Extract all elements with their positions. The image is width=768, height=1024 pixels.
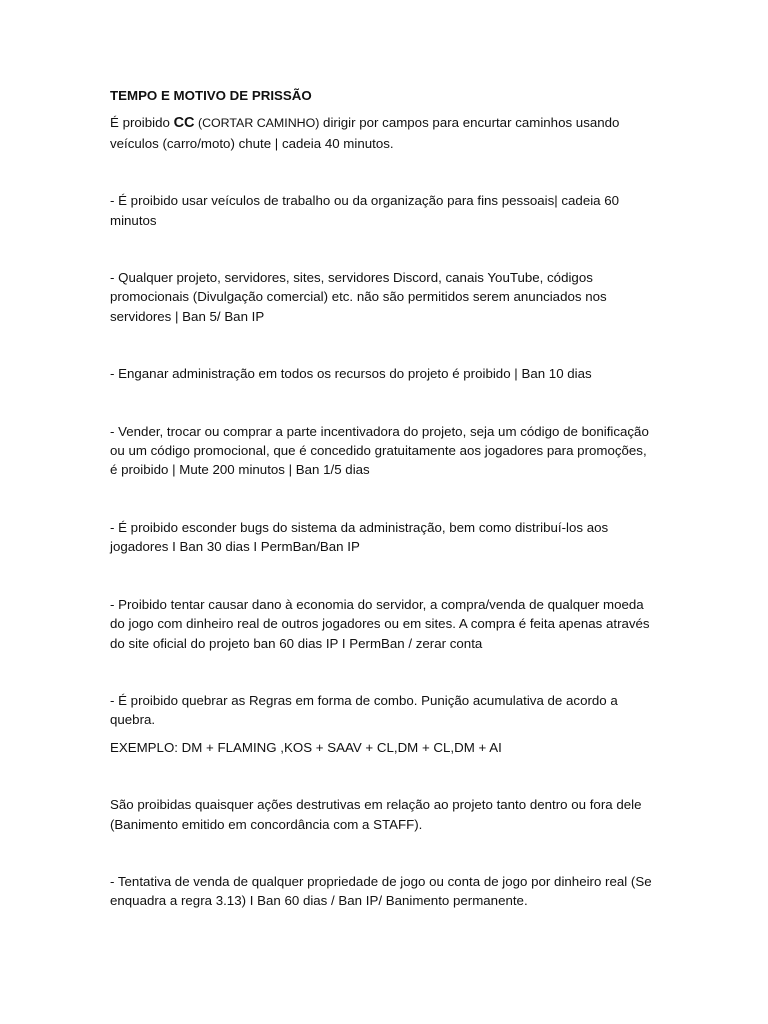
example-line: EXEMPLO: DM + FLAMING ,KOS + SAAV + CL,DM + CL,DM + AI — [110, 739, 502, 755]
intro-cc-expansion: (CORTAR CAMINHO) — [194, 116, 320, 131]
rule-paragraph-6: - Proibido tentar causar dano à economia do servidor, a compra/venda de qualquer moeda do jogo com dinheiro real de outros jogadores ou em sites. A compra é feita apenas através do site oficial do projeto ban 60 dias IP I PermBan / zerar conta — [110, 596, 650, 651]
document-title: TEMPO E MOTIVO DE PRISSÃO — [110, 88, 312, 103]
closing-paragraph-1: São proibidas quaisquer ações destrutivas em relação ao projeto tanto dentro ou fora dele (Banimento emitido em concordância com a STAFF). — [110, 797, 642, 832]
rule-paragraph-4: - Vender, trocar ou comprar a parte incentivadora do projeto, seja um código de bonificação ou um código promocional, que é concedido gratuitamente aos jogadores para promoções, é proibido | Mute 200 minutos | Ban 1/5 dias — [110, 423, 649, 478]
intro-paragraph — [110, 113, 655, 153]
rule-paragraph-5: - É proibido esconder bugs do sistema da administração, bem como distribuí-los aos jogadores I Ban 30 dias I PermBan/Ban IP — [110, 519, 609, 555]
rule-paragraph-3: - Enganar administração em todos os recursos do projeto é proibido | Ban 10 dias — [110, 366, 592, 382]
intro-rest: dirigir por campos para encurtar caminhos usando veículos (carro/moto) chute | cadeia 40 minutos. — [110, 115, 620, 151]
rule-paragraph-7: - É proibido quebrar as Regras em forma de combo. Punição acumulativa de acordo a quebra. — [110, 692, 618, 728]
closing-paragraph-2: - Tentativa de venda de qualquer propriedade de jogo ou conta de jogo por dinheiro real (Se enquadra a regra 3.13) I Ban 60 dias / Ban IP/ Banimento permanente. — [110, 873, 652, 909]
rule-paragraph-2: - Qualquer projeto, servidores, sites, servidores Discord, canais YouTube, códigos promocionais (Divulgação comercial) etc. não são permitidos serem anunciados nos servidores | Ban 5/ Ban IP — [110, 270, 607, 324]
intro-prefix: É proibido — [110, 115, 174, 131]
intro-cc-term: CC — [173, 115, 195, 132]
document-body — [110, 86, 655, 911]
rule-paragraph-1: - É proibido usar veículos de trabalho ou da organização para fins pessoais| cadeia 60 minutos — [110, 193, 620, 228]
